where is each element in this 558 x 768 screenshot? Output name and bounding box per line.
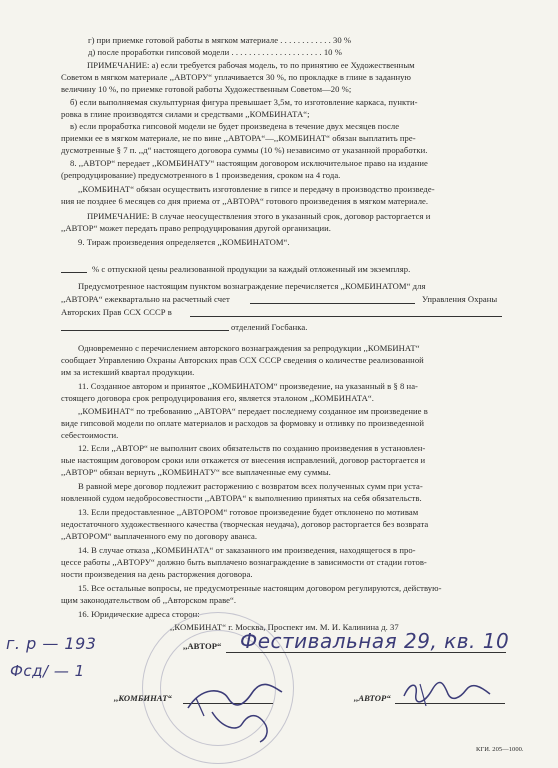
p10-l6: отделений Госбанка. bbox=[231, 322, 308, 332]
margin-year-note: г. р — 193 bbox=[6, 634, 97, 653]
p13-l1: 13. Если предоставленное ,,АВТОРОМ“ готовое произведение будет отклонено по мотивам bbox=[78, 507, 419, 517]
p11-l3: ,,КОМБИНАТ“ по требованию ,,АВТОРА“ передает последнему созданное им произведение в bbox=[78, 406, 428, 416]
note1-a2: Советом в мягком материале ,,АВТОРУ“ уплачивается 30 %, по прокладке в глине в заданную bbox=[61, 72, 411, 82]
p11-l1: 11. Созданное автором и принятое ,,КОМБИНАТОМ“ произведение, на указанный в § 8 на- bbox=[78, 381, 418, 391]
p10-l3: Предусмотренное настоящим пунктом вознаграждение перечисляется ,,КОМБИНАТОМ“ для bbox=[78, 281, 426, 291]
p8-l4: ния не позднее 6 месяцев со дня приема от ,,АВТОРА“ готового произведения в мягком материале. bbox=[61, 196, 429, 206]
p10-l2: % с отпускной цены реализованной продукции за каждый отложенный им экземпляр. bbox=[92, 264, 411, 274]
p14-l1: 14. В случае отказа ,,КОМБИНАТА“ от заказанного им произведения, находящегося в про- bbox=[78, 545, 416, 555]
p9: 9. Тираж произведения определяется ,,КОМБИНАТОМ“. bbox=[78, 237, 290, 247]
p12-l4: В равной мере договор подлежит расторжению с возвратом всех полученных сумм при уста- bbox=[78, 481, 423, 491]
p8-l1: 8. ,,АВТОР“ передает ,,КОМБИНАТУ“ настоящим договором исключительное право на издание bbox=[70, 158, 428, 168]
p13-l2: недостаточного художественного качества (творческая неудача), договор расторгается без возврата bbox=[61, 519, 429, 529]
avtor-signature bbox=[400, 676, 500, 710]
clause-g: г) при приемке готовой работы в мягком материале . . . . . . . . . . . . 30 % bbox=[88, 35, 352, 45]
kombinat-signature-label: ,,КОМБИНАТ“ bbox=[114, 693, 172, 703]
reward-l3: им за истекший квартал продукции. bbox=[61, 367, 195, 377]
p15-l2: щим законодательством об ,,Авторском праве“. bbox=[61, 595, 237, 605]
p11-l2: стоящего договора срок репродуцирования его, является эталоном ,,КОМБИНАТА“. bbox=[61, 393, 374, 403]
bank-blank bbox=[190, 316, 502, 317]
note1-b2: ровка в глине производятся силами и средствами ,,КОМБИНАТА“; bbox=[61, 109, 310, 119]
p16-l1: 16. Юридические адреса сторон: bbox=[78, 609, 200, 619]
clause-d: д) после проработки гипсовой модели . . . . . . . . . . . . . . . . . . . . . 10 % bbox=[88, 47, 342, 57]
note1-v2: приемки ее в мягком материале, не по вине ,,АВТОРА“—,,КОМБИНАТ“ обязан выплатить пре- bbox=[61, 133, 416, 143]
p12-l5: новленной судом недобросовестности ,,АВТОРА“ к выполнению принятых на себя обязательств. bbox=[61, 493, 422, 503]
kombinat-signature bbox=[182, 668, 297, 748]
avtor-address-label: ,,АВТОР“ bbox=[183, 641, 222, 651]
percent-blank bbox=[61, 272, 87, 273]
p10-l4b: Управления Охраны bbox=[422, 294, 498, 304]
kombinat-address: ,,КОМБИНАТ“ г. Москва, Проспект им. М. И. Калинина д. 37 bbox=[170, 622, 399, 632]
margin-reference-note: Фсд/ — 1 bbox=[10, 662, 85, 680]
note2-l2: ,,АВТОР“ может передать право репродуцирования другой организации. bbox=[61, 223, 331, 233]
p14-l2: цессе работы ,,АВТОРУ“ должно быть выплачено вознаграждение в зависимости от стадии готов- bbox=[61, 557, 427, 567]
p10-l5: Авторских Прав ССХ СССР в bbox=[61, 307, 172, 317]
avtor-address-handwritten: Фестивальная 29, кв. 10 bbox=[240, 629, 510, 653]
note1-b1: б) если выполняемая скульптурная фигура превышает 3,5м, то изготовление каркаса, пункти- bbox=[70, 97, 418, 107]
note1-a3: величину 10 %, по приемке готовой работы Художественным Советом—20 %; bbox=[61, 84, 352, 94]
p10-l4a: ,,АВТОРА“ ежеквартально на расчетный счет bbox=[61, 294, 230, 304]
reward-l1: Одновременно с перечислением авторского вознаграждения за репродукции ,,КОМБИНАТ“ bbox=[78, 343, 420, 353]
p12-l3: ,,АВТОР“ обязан вернуть ,,КОМБИНАТУ“ все выплаченные ему суммы. bbox=[61, 467, 331, 477]
branch-blank bbox=[61, 330, 229, 331]
note1-v3: дусмотренные § 7 п. ,,д“ настоящего договора суммы (10 %) независимо от указанной проработки. bbox=[61, 145, 428, 155]
p8-l3: ,,КОМБИНАТ“ обязан осуществить изготовление в гипсе и передачу в производство произведе- bbox=[78, 184, 435, 194]
account-blank bbox=[250, 303, 415, 304]
note1-v1: в) если проработка гипсовой модели не будет произведена в течение двух месяцев после bbox=[70, 121, 400, 131]
p11-l5: себестоимости. bbox=[61, 430, 119, 440]
p15-l1: 15. Все остальные вопросы, не предусмотренные настоящим договором регулируются, действую- bbox=[78, 583, 442, 593]
reward-l2: сообщает Управлению Охраны Авторских прав ССХ СССР сведения о количестве реализованной bbox=[61, 355, 424, 365]
footer-print-code: КГИ. 205—1000. bbox=[476, 746, 524, 753]
p11-l4: виде гипсовой модели по оплате материалов и расходов за формовку и отливку по произведенной bbox=[61, 418, 425, 428]
p14-l3: ности произведения на день расторжения договора. bbox=[61, 569, 253, 579]
note1-a1: ПРИМЕЧАНИЕ: а) если требуется рабочая модель, то по принятию ее Художественным bbox=[87, 60, 415, 70]
p13-l3: ,,АВТОРОМ“ выплаченного ему по договору аванса. bbox=[61, 531, 258, 541]
p12-l2: ные настоящим договором сроки или откажется от внесения исправлений, договор расторгается и bbox=[61, 455, 426, 465]
note2-l1: ПРИМЕЧАНИЕ: В случае неосуществления этого в указанный срок, договор расторгается и bbox=[87, 211, 431, 221]
avtor-signature-label: ,,АВТОР“ bbox=[354, 693, 391, 703]
p12-l1: 12. Если ,,АВТОР“ не выполнит своих обязательств по созданию произведения в установлен- bbox=[78, 443, 426, 453]
p8-l2: (репродуцирование) предусмотренного в 1 произведения, сроком на 4 года. bbox=[61, 170, 341, 180]
